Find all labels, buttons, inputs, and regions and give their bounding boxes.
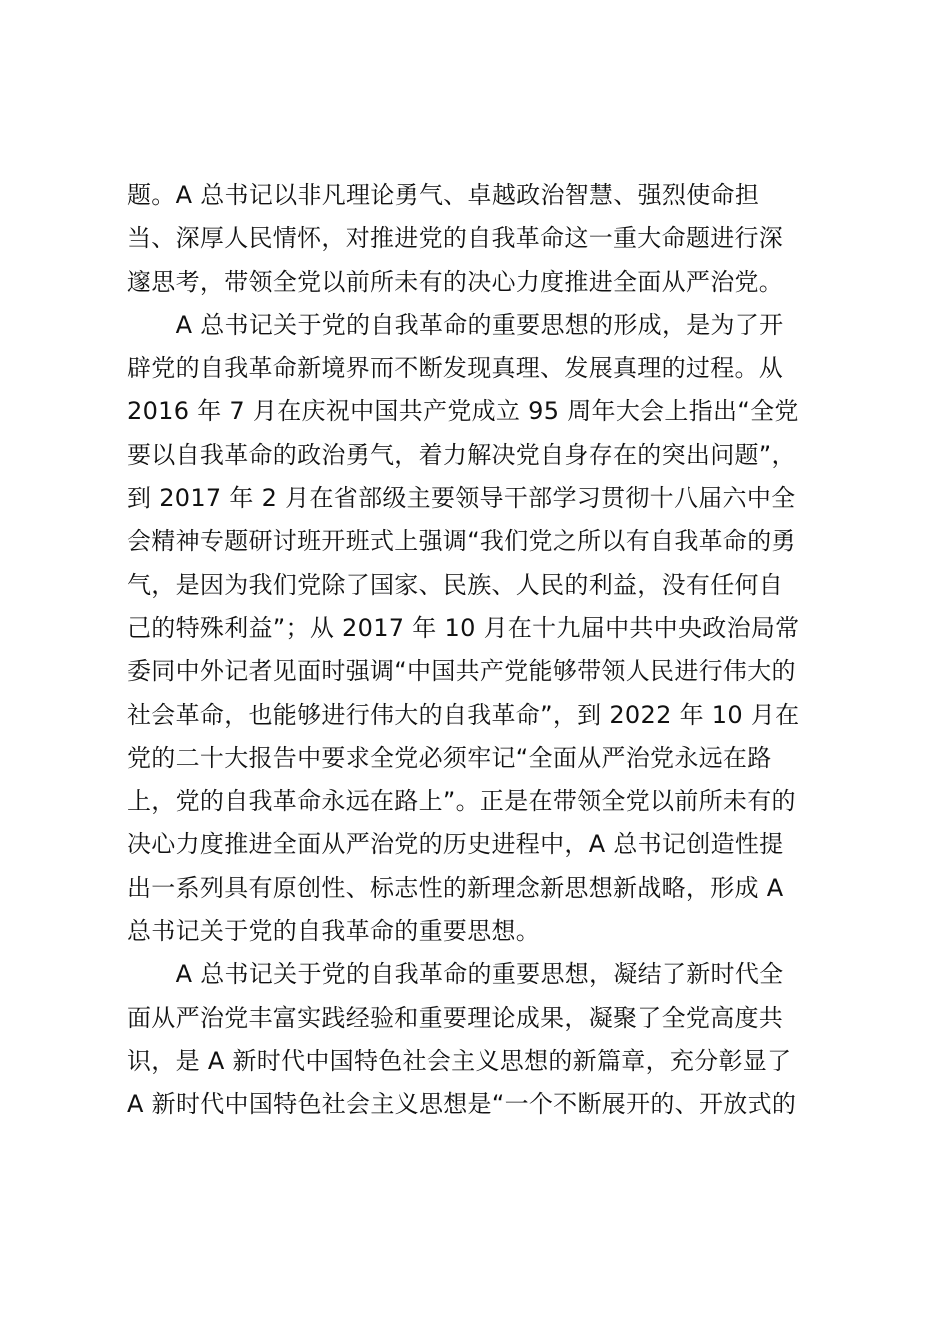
text-line: 气，是因为我们党除了国家、民族、人民的利益，没有任何自 xyxy=(127,570,784,599)
text-line: 识，是 A 新时代中国特色社会主义思想的新篇章，充分彰显了 xyxy=(127,1046,792,1075)
text-line: 题。A 总书记以非凡理论勇气、卓越政治智慧、强烈使命担 xyxy=(127,181,760,209)
text-line: 辟党的自我革命新境界而不断发现真理、发展真理的过程。从 xyxy=(127,354,784,383)
text-line: 决心力度推进全面从严治党的历史进程中，A 总书记创造性提 xyxy=(127,830,784,859)
text-line: 党的二十大报告中要求全党必须牢记“全面从严治党永远在路 xyxy=(127,743,772,772)
text-line: 邃思考，带领全党以前所未有的决心力度推进全面从严治党。 xyxy=(127,267,784,296)
text-line: A 总书记关于党的自我革命的重要思想的形成，是为了开 xyxy=(127,310,784,339)
text-line: 上，党的自我革命永远在路上”。正是在带领全党以前所未有的 xyxy=(127,787,796,816)
text-line: 己的特殊利益”；从 2017 年 10 月在十九届中共中央政治局常 xyxy=(127,613,800,642)
text-line: A 总书记关于党的自我革命的重要思想，凝结了新时代全 xyxy=(127,960,784,989)
text-line: 委同中外记者见面时强调“中国共产党能够带领人民进行伟大的 xyxy=(127,657,796,686)
text-line: 到 2017 年 2 月在省部级主要领导干部学习贯彻十八届六中全 xyxy=(127,484,796,513)
text-line: 出一系列具有原创性、标志性的新理念新思想新战略，形成 A xyxy=(127,873,784,902)
text-line: A 新时代中国特色社会主义思想是“一个不断展开的、开放式的 xyxy=(127,1090,797,1119)
text-line: 面从严治党丰富实践经验和重要理论成果，凝聚了全党高度共 xyxy=(127,1003,784,1032)
text-line: 社会革命，也能够进行伟大的自我革命”，到 2022 年 10 月在 xyxy=(127,700,800,729)
text-line: 2016 年 7 月在庆祝中国共产党成立 95 周年大会上指出“全党 xyxy=(127,397,799,426)
text-line: 要以自我革命的政治勇气，着力解决党自身存在的突出问题”， xyxy=(127,440,796,469)
body-text xyxy=(127,174,837,1127)
text-line: 总书记关于党的自我革命的重要思想。 xyxy=(127,917,541,946)
text-line: 当、深厚人民情怀，对推进党的自我革命这一重大命题进行深 xyxy=(127,224,784,253)
text-line: 会精神专题研讨班开班式上强调“我们党之所以有自我革命的勇 xyxy=(127,527,796,556)
